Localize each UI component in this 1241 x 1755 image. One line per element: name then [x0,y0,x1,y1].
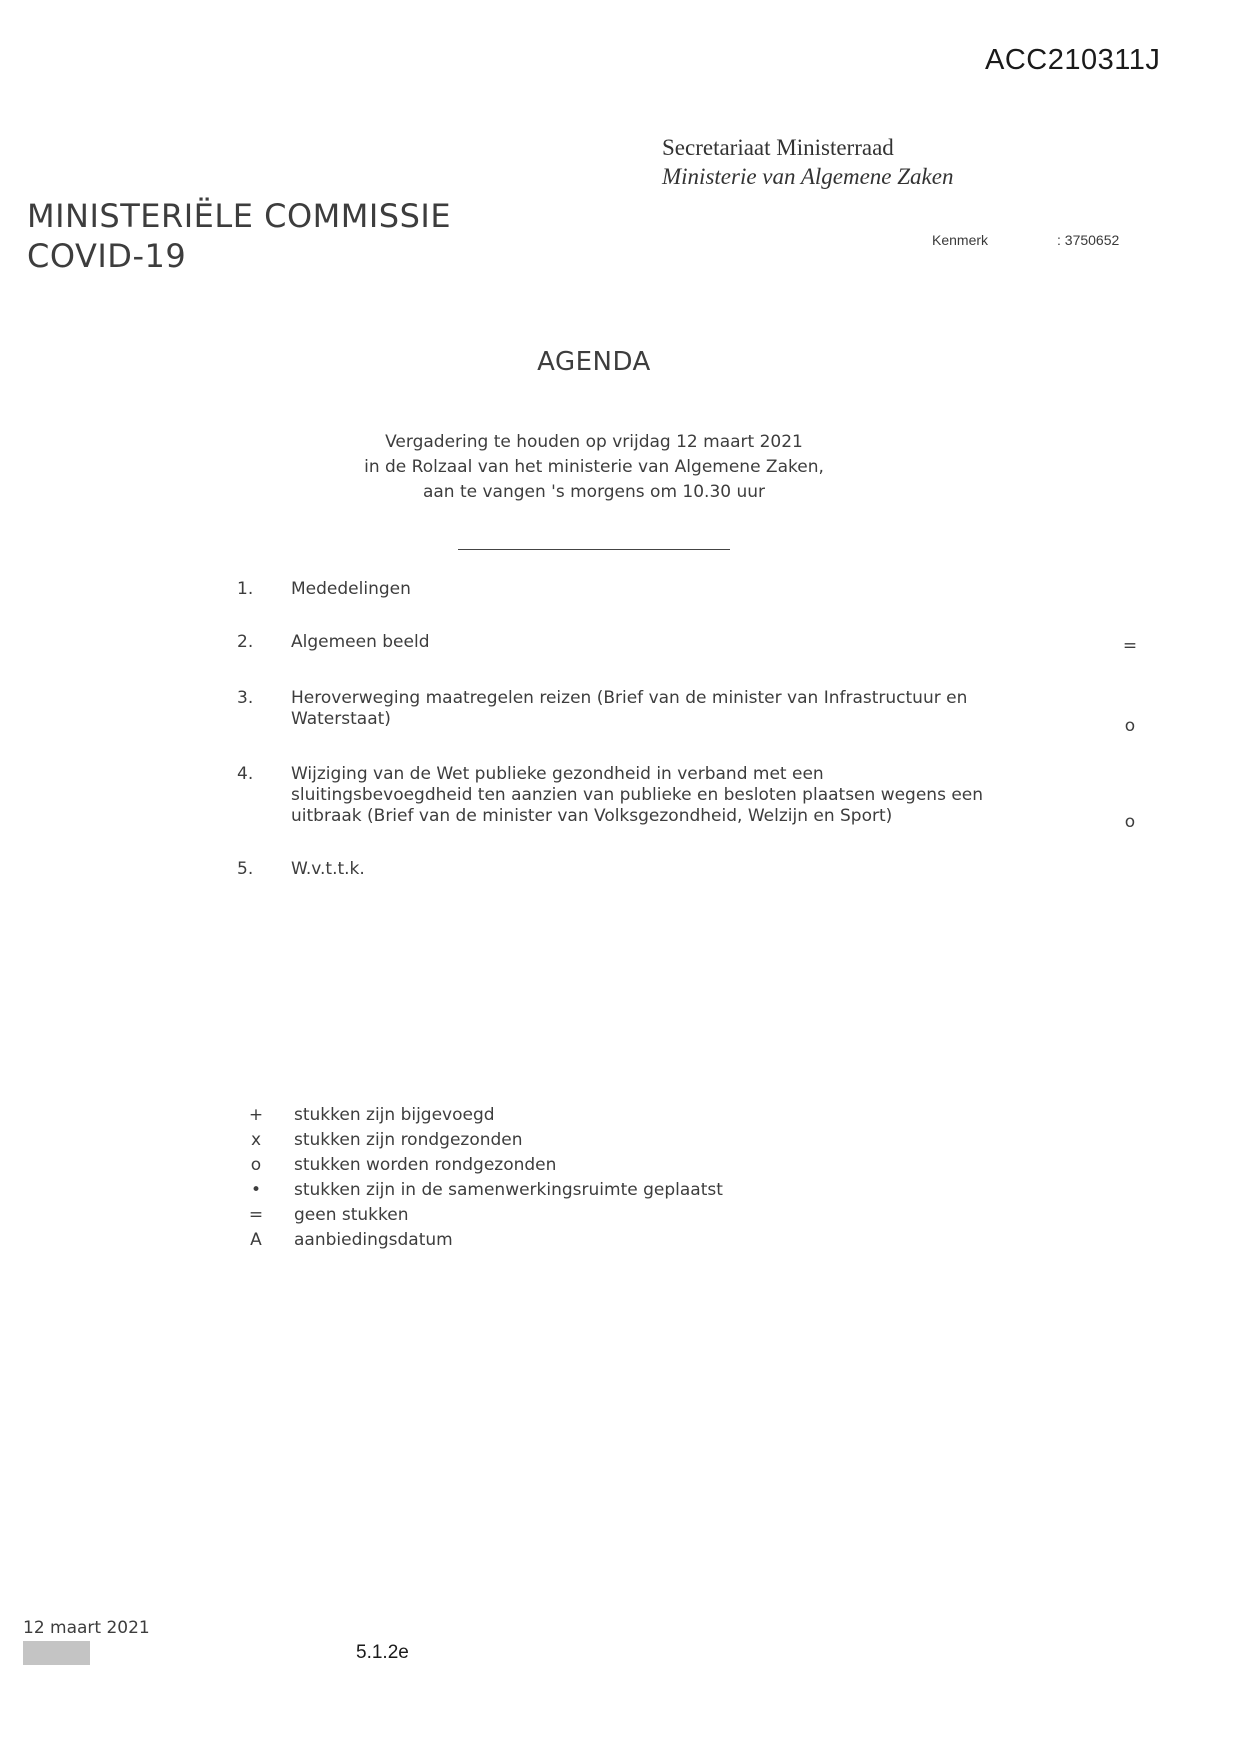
sender-secretariat: Secretariaat Ministerraad [662,135,894,160]
divider [458,549,730,550]
meeting-date-line: Vergadering te houden op vrijdag 12 maart 2021 [385,432,803,452]
agenda-item-number: 2. [237,632,254,652]
legend-item [0,1105,1241,1130]
sender-block [662,133,953,191]
legend-item [0,1230,1241,1255]
agenda-item-marker: o [1124,812,1136,832]
footer-date: 12 maart 2021 [23,1618,150,1638]
sender-ministry: Ministerie van Algemene Zaken [662,164,954,189]
kenmerk-label: Kenmerk [932,232,989,248]
agenda-item-text: Algemeen beeld [291,632,430,652]
page-title: AGENDA [537,347,651,377]
legend-item [0,1130,1241,1155]
committee-heading [27,196,451,276]
legend-text: aanbiedingsdatum [294,1230,453,1250]
committee-line-1: MINISTERIËLE COMMISSIE [27,197,452,235]
meeting-time-line: aan te vangen 's morgens om 10.30 uur [422,482,766,502]
legend-text: stukken zijn in de samenwerkingsruimte geplaatst [294,1180,723,1200]
legend-symbol: A [250,1230,262,1250]
agenda-item-number: 1. [237,579,254,599]
redaction-block [23,1641,90,1665]
agenda-item-text: Mededelingen [291,579,411,599]
meeting-location-line: in de Rolzaal van het ministerie van Algemene Zaken, [364,457,824,477]
legend-text: geen stukken [294,1205,409,1225]
legend-item [0,1205,1241,1230]
legend-symbol: o [250,1155,262,1175]
legend-symbol: • [250,1180,262,1200]
agenda-item-number: 5. [237,859,254,879]
agenda-item-text: Wijziging van de Wet publieke gezondheid in verband met een sluitingsbevoegdheid ten aanzien van publieke en besloten plaatsen wegens een uitbraak (Brief van de minister van Volksgezondheid, Welzijn en Sport) [291,764,984,826]
legend-symbol: x [250,1130,262,1150]
legend [0,1105,1241,1255]
agenda-item-marker: = [1122,636,1138,656]
agenda-item-number: 3. [237,688,254,708]
kenmerk-value: : 3750652 [1057,232,1120,248]
document-code: ACC210311J [985,44,1161,76]
redaction-code: 5.1.2e [356,1642,409,1663]
committee-line-2: COVID-19 [27,237,187,275]
agenda-item-number: 4. [237,764,254,784]
agenda-item-text: W.v.t.t.k. [291,859,365,879]
legend-item [0,1155,1241,1180]
meeting-details [0,430,1188,505]
legend-text: stukken zijn bijgevoegd [294,1105,495,1125]
legend-symbol: + [248,1105,264,1125]
agenda-item-marker: o [1124,716,1136,736]
legend-text: stukken worden rondgezonden [294,1155,557,1175]
agenda-item-text: Heroverweging maatregelen reizen (Brief van de minister van Infrastructuur en Waterstaat) [291,688,968,729]
legend-text: stukken zijn rondgezonden [294,1130,523,1150]
legend-item [0,1180,1241,1205]
legend-symbol: = [248,1205,264,1225]
